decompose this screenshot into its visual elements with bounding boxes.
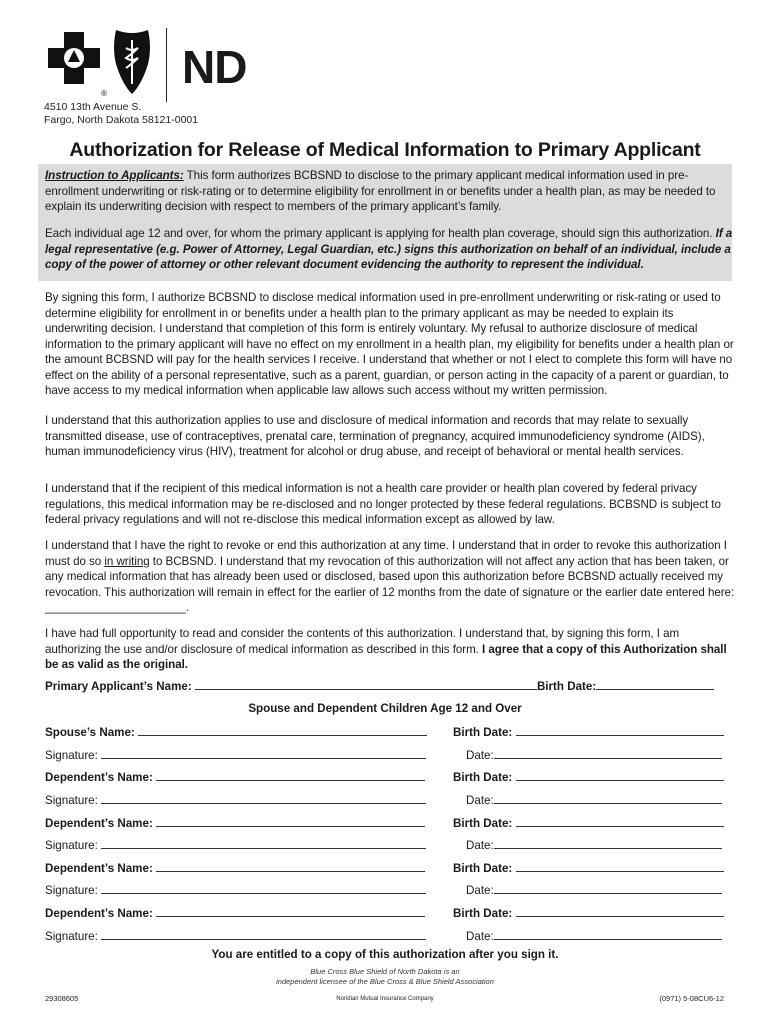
- dependent-3-date-label: Date:: [466, 884, 494, 897]
- dependent-4-name-row: [45, 905, 425, 920]
- dependent-2-birth-row: [453, 815, 724, 830]
- dependent-3-birth-row: [453, 860, 724, 875]
- dependent-4-date-label: Date:: [466, 930, 494, 943]
- dependent-1-signature-field[interactable]: [101, 792, 426, 804]
- dependent-1-name-label: Dependent’s Name:: [45, 771, 153, 784]
- dependent-4-birth-date-field[interactable]: [516, 905, 724, 917]
- dependent-3-name-label: Dependent’s Name:: [45, 862, 153, 875]
- revision-code: (0971) 5-08CU6-12: [659, 994, 724, 1003]
- dependent-1-date-label: Date:: [466, 794, 494, 807]
- spouse-date-row: [466, 747, 722, 762]
- primary-birth-date-field[interactable]: [596, 678, 714, 690]
- dependent-4-signature-label: Signature:: [45, 930, 98, 943]
- revocation-text-1: I understand that I have the right to revoke or end this authorization at any time. I understand that in order to revoke this authorization I must do so: [45, 539, 727, 568]
- licensee-line-1: Blue Cross Blue Shield of North Dakota is an: [310, 967, 460, 976]
- instruction-text: This form authorizes BCBSND to disclose to the primary applicant medical information used in pre-enrollment underwriting or risk-rating or to determine eligibility for enrollment in or benefits under a health plan, as may be needed to explain its underwriting decision with respect to members of the primary applicant’s family.: [45, 169, 716, 213]
- spouse-date-label: Date:: [466, 749, 494, 762]
- dependent-2-name-field[interactable]: [156, 815, 425, 827]
- copy-entitlement-notice: You are entitled to a copy of this authorization after you sign it.: [211, 948, 559, 961]
- instruction-paragraph: [45, 168, 735, 215]
- spouse-name-label: Spouse’s Name:: [45, 726, 135, 739]
- revocation-text-2: to BCBSND. I understand that my revocation of this authorization will not affect any action that has been taken, or any medical information that has already been used or disclosed, based upon this authorization before BCBSND actually received my revocation. This authorization will remain in effect for the earlier of 12 months from the date of signature or the earlier date entered here: ______________________.: [45, 554, 735, 614]
- dependent-2-birth-date-field[interactable]: [516, 815, 724, 827]
- spouse-birth-date-label: Birth Date:: [453, 726, 513, 739]
- paragraph-revocation: [45, 538, 735, 616]
- revocation-underlined: in writing: [104, 554, 150, 568]
- dependent-4-date-field[interactable]: [494, 928, 722, 940]
- dependent-1-birth-date-label: Birth Date:: [453, 771, 513, 784]
- dependent-3-signature-row: [45, 882, 426, 897]
- dependent-2-signature-label: Signature:: [45, 839, 98, 852]
- dependent-1-signature-row: [45, 792, 426, 807]
- dependent-1-name-row: [45, 769, 425, 784]
- dependent-2-date-field[interactable]: [494, 837, 722, 849]
- primary-applicant-row: [45, 678, 714, 693]
- acknowledgement-text: I have had full opportunity to read and consider the contents of this authorization. I understand that, by signing this form, I am authorizing the use and/or disclosure of medical information as described in this form.: [45, 627, 680, 656]
- dependent-3-signature-label: Signature:: [45, 884, 98, 897]
- address-line-1: 4510 13th Avenue S.: [44, 101, 142, 113]
- dependent-1-signature-label: Signature:: [45, 794, 98, 807]
- dependent-4-name-label: Dependent’s Name:: [45, 907, 153, 920]
- dependent-4-date-row: [466, 928, 722, 943]
- svg-text:®: ®: [101, 89, 107, 98]
- dependent-4-signature-field[interactable]: [101, 928, 426, 940]
- dependent-4-birth-row: [453, 905, 724, 920]
- dependent-2-date-row: [466, 837, 722, 852]
- spouse-signature-row: [45, 747, 426, 762]
- logo-state-abbrev: ND: [182, 41, 247, 93]
- section-heading: Spouse and Dependent Children Age 12 and Over: [248, 702, 522, 715]
- dependent-3-signature-field[interactable]: [101, 882, 426, 894]
- blue-cross-blue-shield-icon: [44, 26, 174, 98]
- page-title: Authorization for Release of Medical Information to Primary Applicant: [69, 139, 701, 161]
- paragraph-redisclosure: I understand that if the recipient of this medical information is not a health care provider or health plan covered by federal privacy regulations, this medical information may be re-disclosed and no longer protected by these federal regulations. BCBSND is subject to federal privacy regulations and will not re-disclose this medical information except as allowed by law.: [45, 482, 721, 526]
- spouse-name-row: [45, 724, 427, 739]
- dependent-2-name-row: [45, 815, 425, 830]
- dependent-3-name-row: [45, 860, 425, 875]
- dependent-4-signature-row: [45, 928, 426, 943]
- spouse-signature-field[interactable]: [101, 747, 426, 759]
- dependent-2-name-label: Dependent’s Name:: [45, 817, 153, 830]
- dependent-2-birth-date-label: Birth Date:: [453, 817, 513, 830]
- dependent-1-date-field[interactable]: [494, 792, 722, 804]
- licensee-line-2: independent licensee of the Blue Cross & Blue Shield Association: [276, 977, 494, 986]
- dependent-4-name-field[interactable]: [156, 905, 425, 917]
- logo-divider: [166, 28, 167, 102]
- instruction-label: Instruction to Applicants:: [45, 169, 184, 182]
- dependent-1-date-row: [466, 792, 722, 807]
- dependent-1-birth-date-field[interactable]: [516, 769, 724, 781]
- instruction-age-text: Each individual age 12 and over, for whom the primary applicant is applying for health plan coverage, should sign this authorization.: [45, 227, 713, 240]
- primary-name-label: Primary Applicant’s Name:: [45, 680, 192, 693]
- dependent-2-date-label: Date:: [466, 839, 494, 852]
- spouse-birth-date-field[interactable]: [516, 724, 724, 736]
- form-number: 29308605: [45, 994, 79, 1003]
- instruction-paragraph-2: [45, 226, 735, 273]
- address: [44, 101, 198, 127]
- company-name: Noridian Mutual Insurance Company: [336, 996, 434, 1002]
- primary-birth-date-label: Birth Date:: [536, 680, 597, 693]
- dependent-3-date-row: [466, 882, 722, 897]
- paragraph-authorization: By signing this form, I authorize BCBSND to disclose medical information used in pre-enrollment underwriting or risk-rating or used to determine eligibility for enrollment in or benefits under a health plan to the primary applicant as may be needed to explain its underwriting decision. I understand that completion of this form is entirely voluntary. My refusal to authorize disclosure of medical information to the primary applicant will have no effect on my enrollment in a health plan, my eligibility for benefits under a health plan or the amount BCBSND will pay for the health services I receive. I understand that whether or not I elect to complete this form will have no effect on the ability of a personal representative, such as a parent, guardian, or person acting in the capacity of a parent or guardian, to have access to my medical information when applicable law allows such access without my written permission.: [45, 291, 734, 397]
- dependent-2-signature-row: [45, 837, 426, 852]
- spouse-date-field[interactable]: [494, 747, 722, 759]
- paragraph-acknowledgement: [45, 626, 735, 673]
- dependent-3-birth-date-field[interactable]: [516, 860, 724, 872]
- paragraph-sensitive-info: I understand that this authorization applies to use and disclosure of medical information and records that may relate to sexually transmitted disease, use of contraceptives, prenatal care, termination of pregnancy, acquired immunodeficiency syndrome (AIDS), human immunodeficiency virus (HIV), treatment for alcohol or drug abuse, and receipt of behavioral or mental health services.: [45, 414, 705, 458]
- dependent-2-signature-field[interactable]: [101, 837, 426, 849]
- spouse-birth-row: [453, 724, 724, 739]
- acknowledgement-bold: I agree that a copy of this Authorization shall be as valid as the original.: [45, 642, 727, 671]
- dependent-4-birth-date-label: Birth Date:: [453, 907, 513, 920]
- dependent-3-name-field[interactable]: [156, 860, 425, 872]
- address-line-2: Fargo, North Dakota 58121-0001: [44, 114, 199, 126]
- dependent-3-date-field[interactable]: [494, 882, 722, 894]
- dependent-3-birth-date-label: Birth Date:: [453, 862, 513, 875]
- instruction-legal-rep-text: If a legal representative (e.g. Power of Attorney, Legal Guardian, etc.) signs this authorization on behalf of an individual, include a copy of the power of attorney or other relevant document evidencing the authority to represent the individual.: [45, 227, 733, 271]
- dependent-1-birth-row: [453, 769, 724, 784]
- spouse-name-field[interactable]: [138, 724, 427, 736]
- dependent-1-name-field[interactable]: [156, 769, 425, 781]
- primary-name-field[interactable]: [195, 678, 537, 690]
- spouse-signature-label: Signature:: [45, 749, 98, 762]
